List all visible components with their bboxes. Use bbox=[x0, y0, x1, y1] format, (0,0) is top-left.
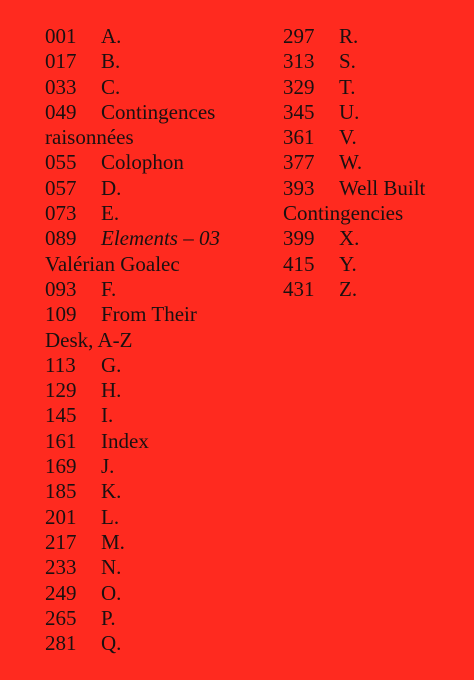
toc-entry-title-continuation: raisonnées bbox=[45, 125, 134, 150]
toc-page-number: 109 bbox=[45, 302, 77, 327]
toc-entry bbox=[283, 150, 463, 175]
toc-entry bbox=[283, 49, 463, 74]
toc-page-number: 161 bbox=[45, 428, 77, 453]
toc-entry bbox=[45, 353, 265, 378]
toc-entry bbox=[45, 100, 265, 151]
toc-entry-title: W. bbox=[339, 150, 363, 175]
toc-entry-title: Contingences bbox=[101, 99, 216, 124]
toc-entry-title: H. bbox=[101, 378, 122, 403]
toc-page-number: 217 bbox=[45, 529, 77, 554]
toc-entry bbox=[45, 75, 265, 100]
toc-entry bbox=[45, 24, 265, 49]
toc-entry bbox=[45, 581, 265, 606]
toc-entry bbox=[283, 277, 463, 302]
toc-entry bbox=[45, 201, 265, 226]
toc-page-number: 129 bbox=[45, 378, 77, 403]
toc-page-number: 001 bbox=[45, 24, 77, 48]
toc-entry-title: O. bbox=[101, 580, 122, 605]
toc-entry bbox=[45, 226, 265, 277]
toc-entry-title: T. bbox=[339, 74, 356, 99]
toc-entry-title: M. bbox=[101, 529, 125, 554]
toc-entry-title: U. bbox=[339, 99, 360, 124]
toc-entry-title: V. bbox=[339, 125, 357, 150]
toc-entry bbox=[45, 176, 265, 201]
toc-page-number: 313 bbox=[283, 49, 315, 74]
toc-entry-title: From Their bbox=[101, 302, 197, 327]
toc-page-number: 281 bbox=[45, 631, 77, 656]
toc-entry bbox=[283, 252, 463, 277]
toc-page-number: 073 bbox=[45, 201, 77, 226]
toc-entry-title: Well Built bbox=[339, 175, 426, 200]
toc-entry bbox=[45, 302, 265, 353]
toc-page-number: 201 bbox=[45, 504, 77, 529]
toc-entry bbox=[45, 505, 265, 530]
toc-entry bbox=[45, 530, 265, 555]
toc-entry bbox=[283, 176, 463, 227]
toc-entry-title: Z. bbox=[339, 276, 358, 301]
toc-entry-title: Colophon bbox=[101, 150, 184, 175]
toc-entry-title: Y. bbox=[339, 251, 357, 276]
toc-page-number: 185 bbox=[45, 479, 77, 504]
toc-page-number: 017 bbox=[45, 49, 77, 74]
toc-entry bbox=[45, 631, 265, 656]
toc-entry bbox=[45, 479, 265, 504]
toc-entry-title: B. bbox=[101, 49, 121, 74]
toc-page-number: 093 bbox=[45, 276, 77, 301]
toc-entry-title: Elements – 03 bbox=[101, 226, 220, 251]
toc-right-column bbox=[283, 24, 463, 302]
toc-page-number: 265 bbox=[45, 605, 77, 630]
toc-page-number: 431 bbox=[283, 276, 315, 301]
toc-entry-title: L. bbox=[101, 504, 120, 529]
toc-entry-title: Index bbox=[101, 428, 149, 453]
toc-page-number: 145 bbox=[45, 403, 77, 428]
toc-entry-title: E. bbox=[101, 201, 120, 226]
toc-entry bbox=[45, 150, 265, 175]
toc-page-number: 297 bbox=[283, 24, 315, 48]
toc-page-number: 361 bbox=[283, 125, 315, 150]
toc-page-number: 057 bbox=[45, 175, 77, 200]
toc-page-number: 377 bbox=[283, 150, 315, 175]
toc-page-number: 249 bbox=[45, 580, 77, 605]
toc-page-number: 415 bbox=[283, 251, 315, 276]
toc-page-number: 169 bbox=[45, 454, 77, 479]
toc-entry-title-continuation: Contingencies bbox=[283, 201, 404, 226]
toc-page-number: 049 bbox=[45, 99, 77, 124]
toc-entry-title: N. bbox=[101, 555, 122, 580]
toc-left-column bbox=[45, 24, 265, 656]
toc-page-number: 393 bbox=[283, 175, 315, 200]
toc-entry bbox=[45, 49, 265, 74]
toc-page-number: 329 bbox=[283, 74, 315, 99]
toc-page-number: 033 bbox=[45, 74, 77, 99]
toc-entry bbox=[45, 454, 265, 479]
toc-entry bbox=[45, 378, 265, 403]
toc-page-number: 233 bbox=[45, 555, 77, 580]
toc-entry-title-continuation: Desk, A-Z bbox=[45, 327, 133, 352]
toc-entry bbox=[45, 277, 265, 302]
toc-entry-title: J. bbox=[101, 454, 115, 479]
toc-entry bbox=[45, 403, 265, 428]
toc-entry bbox=[283, 24, 463, 49]
toc-entry-title: A. bbox=[101, 24, 122, 48]
toc-page-number: 345 bbox=[283, 99, 315, 124]
toc-entry bbox=[45, 429, 265, 454]
toc-entry-title: C. bbox=[101, 74, 121, 99]
toc-entry-title: Q. bbox=[101, 631, 122, 656]
toc-entry bbox=[45, 555, 265, 580]
toc-entry-title: P. bbox=[101, 605, 116, 630]
toc-entry-title: D. bbox=[101, 175, 122, 200]
toc-entry-title: F. bbox=[101, 276, 117, 301]
toc-entry bbox=[283, 75, 463, 100]
toc-page-number: 055 bbox=[45, 150, 77, 175]
toc-entry-title: I. bbox=[101, 403, 114, 428]
toc-entry-title: K. bbox=[101, 479, 122, 504]
toc-entry bbox=[283, 125, 463, 150]
toc-entry-title: S. bbox=[339, 49, 356, 74]
toc-page-number: 113 bbox=[45, 352, 76, 377]
toc-entry-title: G. bbox=[101, 352, 122, 377]
toc-entry bbox=[283, 226, 463, 251]
toc-page-number: 399 bbox=[283, 226, 315, 251]
toc-entry-title-continuation: Valérian Goalec bbox=[45, 251, 180, 276]
toc-entry bbox=[45, 606, 265, 631]
toc-page-number: 089 bbox=[45, 226, 77, 251]
toc-entry-title: R. bbox=[339, 24, 359, 48]
toc-entry bbox=[283, 100, 463, 125]
toc-entry-title: X. bbox=[339, 226, 360, 251]
